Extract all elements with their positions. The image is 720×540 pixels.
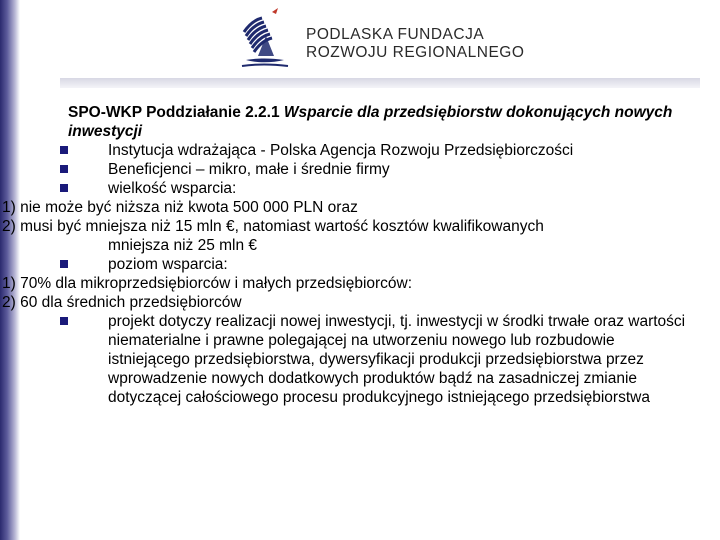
numbered-item: 1) nie może być niższa niż kwota 500 000 PLN oraz (2, 199, 358, 216)
slide-body (0, 103, 700, 407)
header-divider (60, 78, 700, 88)
slide-title (0, 103, 708, 141)
bullet-item (0, 141, 700, 160)
bullet-square-icon (60, 184, 68, 192)
numbered-item: 2) musi być mniejsza niż 15 mln €, natomiast wartość kosztów kwalifikowanych (2, 218, 544, 235)
bullet-square-icon (60, 146, 68, 154)
title-prefix: SPO-WKP Poddziałanie 2.2.1 (68, 104, 284, 121)
bullet-square-icon (60, 260, 68, 268)
org-name-line2: ROZWOJU REGIONALNEGO (306, 44, 525, 61)
bullet-text: Beneficjenci – mikro, małe i średnie firmy (108, 161, 390, 178)
title-italic: Wsparcie dla przedsiębiorstw dokonujących nowych inwestycji (68, 104, 673, 140)
bullet-text: poziom wsparcia: (108, 256, 228, 273)
bullet-text: wielkość wsparcia: (108, 180, 237, 197)
org-name-line1: PODLASKA FUNDACJA (306, 26, 485, 43)
numbered-item: 1) 70% dla mikroprzedsiębiorców i małych przedsiębiorców: (2, 275, 413, 292)
bullet-square-icon (60, 317, 68, 325)
bullet-item (0, 312, 698, 407)
numbered-item-continuation: mniejsza niż 25 mln € (108, 237, 258, 254)
bullet-text: Instytucja wdrażająca - Polska Agencja Rozwoju Przedsiębiorczości (108, 142, 574, 159)
bullet-item (0, 160, 700, 179)
tree-logo-icon (232, 6, 296, 70)
bullet-item (0, 255, 700, 274)
bullet-item (0, 179, 700, 198)
bullet-text: projekt dotyczy realizacji nowej inwestycji, tj. inwestycji w środki trwałe oraz wartości niematerialne i prawne polegającej na utworzeniu nowego lub rozbudowie istniejącego przedsiębiorstwa, dywersyfikacji produkcji przedsiębiorstwa przez wprowadzenie nowych dodatkowych produktów bądź na zasadniczej zmianie dotyczącej całościowego procesu produkcyjnego istniejącego przedsiębiorstwa (108, 313, 686, 406)
organization-name (306, 26, 524, 62)
numbered-item: 2) 60 dla średnich przedsiębiorców (2, 294, 242, 311)
bullet-square-icon (60, 165, 68, 173)
